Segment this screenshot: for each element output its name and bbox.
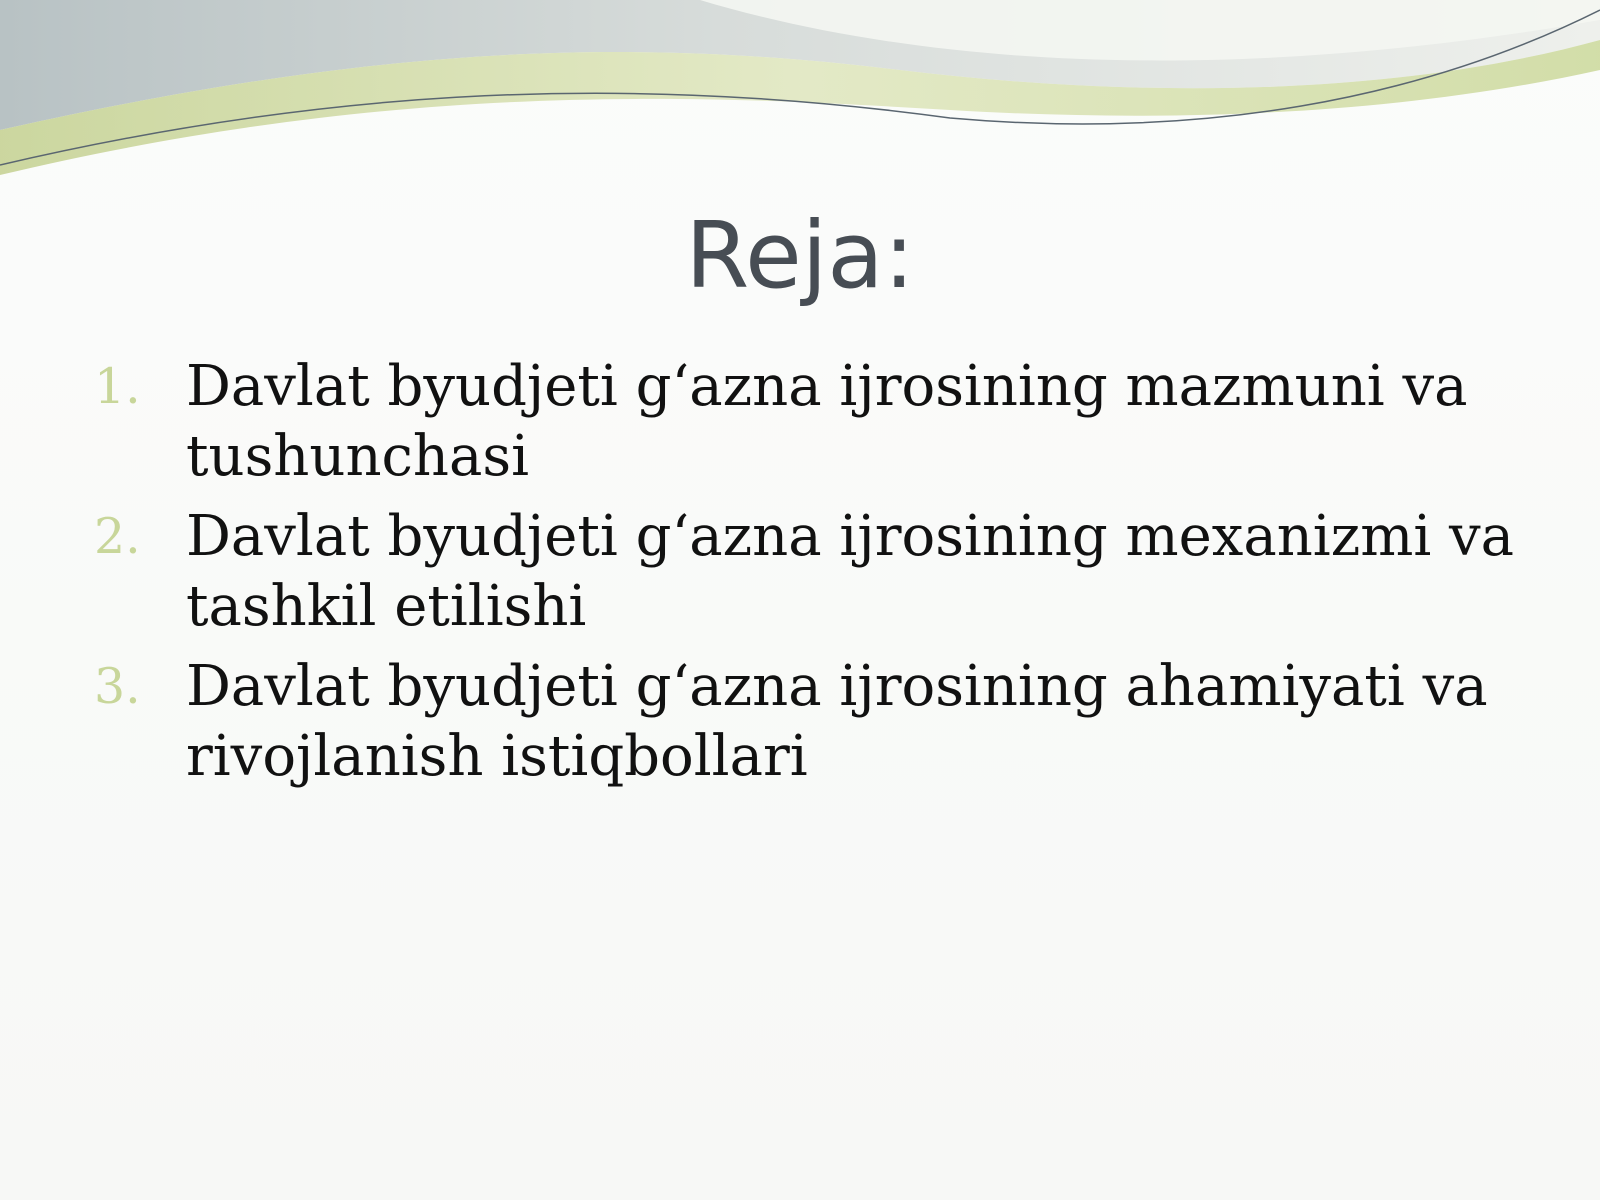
list-item-number: 1. — [94, 358, 141, 415]
list-item-number: 2. — [94, 508, 141, 565]
decorative-wave-header — [0, 0, 1600, 200]
list-item — [94, 352, 1534, 492]
list-item-text: Davlat byudjeti g‘azna ijrosining ahamiyati va rivojlanish istiqbollari — [186, 654, 1488, 789]
agenda-list — [94, 352, 1534, 802]
list-item — [94, 502, 1534, 642]
list-item — [94, 652, 1534, 792]
list-item-number: 3. — [94, 658, 141, 715]
list-item-text: Davlat byudjeti g‘azna ijrosining mexanizmi va tashkil etilishi — [186, 504, 1515, 639]
slide-title: Reja: — [685, 202, 915, 309]
list-item-text: Davlat byudjeti g‘azna ijrosining mazmuni va tushunchasi — [186, 354, 1468, 489]
